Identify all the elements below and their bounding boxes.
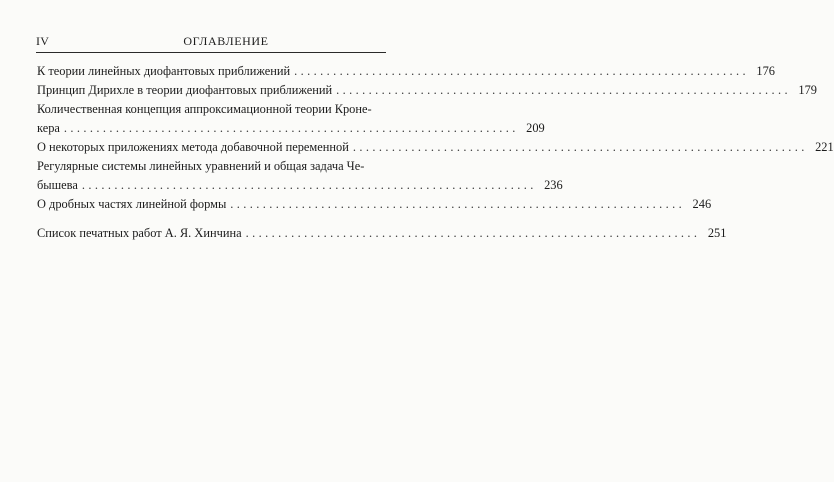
- page-folio: IV: [36, 34, 50, 48]
- toc-page-number: 221: [815, 140, 834, 154]
- toc-entry: [37, 138, 834, 157]
- toc-entry-title: Список печатных работ А. Я. Хинчина: [37, 226, 242, 240]
- toc-entry-title: Количественная концепция аппроксимационной теории Кроне-: [37, 102, 372, 116]
- toc-entry-line: [37, 81, 817, 100]
- toc-leader-dots: ......................................................................: [230, 197, 686, 211]
- toc-entry-title: кера: [37, 121, 60, 135]
- toc-entry-line: [37, 62, 775, 81]
- toc-leader-dots: ......................................................................: [245, 226, 701, 240]
- toc-page-number: 246: [692, 197, 712, 211]
- toc-entry: [37, 62, 775, 81]
- toc-entry-title: О дробных частях линейной формы: [37, 197, 227, 211]
- toc-entry-title: Регулярные системы линейных уравнений и общая задача Че-: [37, 159, 365, 173]
- header-rule: [36, 52, 386, 53]
- toc-entry-line: [37, 195, 712, 214]
- toc-page-number: 209: [526, 121, 545, 135]
- toc-entry: [37, 157, 563, 195]
- toc-entry: [37, 224, 727, 243]
- toc-leader-dots: ......................................................................: [81, 178, 537, 192]
- toc-page-number: 236: [544, 178, 563, 192]
- toc-entry-line: [37, 157, 386, 176]
- toc-entry-title: О некоторых приложениях метода добавочной переменной: [37, 140, 349, 154]
- table-of-contents: [37, 62, 834, 243]
- toc-entry-line: [37, 224, 727, 243]
- toc-entry: [37, 195, 712, 214]
- toc-leader-dots: ......................................................................: [294, 64, 749, 78]
- toc-leader-dots: ......................................................................: [336, 83, 791, 97]
- toc-page-number: 176: [756, 64, 775, 78]
- toc-entry-title: К теории линейных диофантовых приближений: [37, 64, 291, 78]
- toc-entry-line: [37, 100, 386, 119]
- toc-entry: [37, 100, 545, 138]
- toc-leader-dots: ......................................................................: [63, 121, 519, 135]
- toc-entry-title: бышева: [37, 178, 78, 192]
- toc-entry: [37, 81, 817, 100]
- toc-entry-line: [37, 176, 563, 195]
- toc-entry-line: [37, 119, 545, 138]
- toc-page-number: 251: [707, 226, 727, 240]
- toc-leader-dots: ......................................................................: [352, 140, 808, 154]
- page-title: ОГЛАВЛЕНИЕ: [183, 34, 269, 48]
- toc-page-number: 179: [798, 83, 817, 97]
- toc-entry-line: [37, 138, 834, 157]
- toc-entry-title: Принцип Дирихле в теории диофантовых приближений: [37, 83, 333, 97]
- running-head: [36, 34, 386, 50]
